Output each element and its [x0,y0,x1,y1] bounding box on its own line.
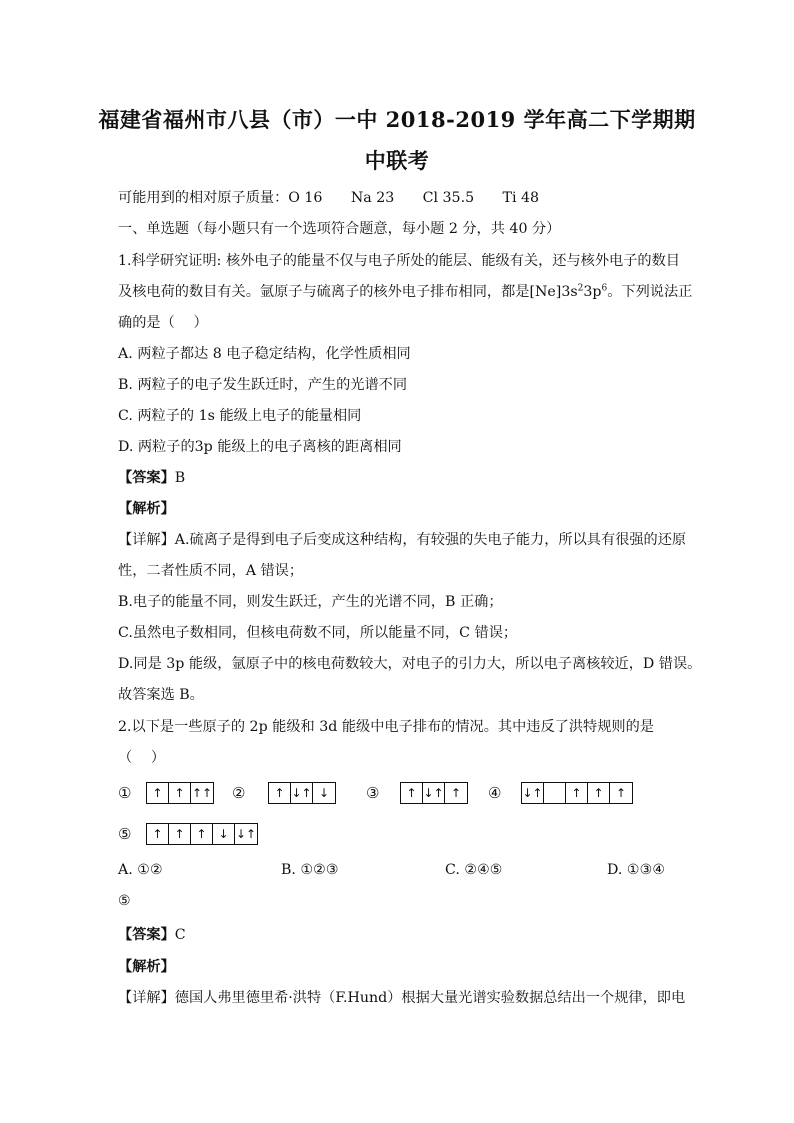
q1-detail-line4: C.虽然电子数相同，但核电荷数不同，所以能量不同，C 错误； [118,625,518,641]
q1-detail-line2: 性，二者性质不同，A 错误； [118,563,304,579]
answer-value: B [174,470,186,486]
orbital-cell: ↑ [615,786,627,800]
atomic-masses: 可能用到的相对原子质量：O 16 Na 23 Cl 35.5 Ti 48 [118,190,540,206]
q1-option-b: B. 两粒子的电子发生跃迁时，产生的光谱不同 [118,377,408,393]
diagram-4-orbital-box [521,782,633,804]
q2-analysis-label: 【解析】 [118,959,175,975]
q2-stem-line2: （ ） [118,750,166,766]
q2-answer [118,924,678,944]
q1-stem-line3: 确的是（ ） [118,315,208,331]
orbital-cell: ↑↑ [191,786,213,800]
diagram-5-orbital-box [146,823,258,845]
q1-option-a: A. 两粒子都达 8 电子稳定结构，化学性质相同 [118,346,411,362]
diagram-5-label: ⑤ [118,825,132,843]
q1-detail-line5: D.同是 3p 能级，氩原子中的核电荷数较大，对电子的引力大，所以电子离核较近，D 错误。 [118,656,702,672]
orbital-cell: ↑ [191,824,213,844]
q2-stem-line1: 2.以下是一些原子的 2p 能级和 3d 能级中电子排布的情况。其中违反了洪特规则的是 [118,719,654,735]
q1-answer [118,467,678,487]
q1-analysis-label: 【解析】 [118,501,175,517]
diagram-3-label: ③ [366,784,380,802]
orbital-cell [544,783,566,803]
q1-stem-text: 及核电荷的数目有关。氩原子与硫离子的核外电子排布相同，都是[Ne]3s [118,284,578,300]
orbital-cell: ↑ [147,824,169,844]
orbital-cell: ↓ [213,824,235,844]
orbital-diagrams-row2 [118,823,678,847]
orbital-cell: ↑ [169,783,191,803]
orbital-cell: ↓ [318,786,330,800]
orbital-cell: ↓↑ [235,827,257,841]
orbital-diagrams-row1 [118,782,678,806]
orbital-cell: ↑ [169,824,191,844]
q2-option-b: B. ①②③ [281,862,339,878]
orbital-cell: ↑ [450,786,462,800]
orbital-cell: ↓↑ [291,783,313,803]
answer-label: 【答案】 [118,927,175,943]
q1-detail-line3: B.电子的能量不同，则发生跃迁，产生的光谱不同，B 正确； [118,594,503,610]
section-heading: 一、单选题（每小题只有一个选项符合题意，每小题 2 分，共 40 分） [118,221,561,237]
q1-stem-line1: 1.科学研究证明: 核外电子的能量不仅与电子所处的能层、能级有关，还与核外电子的数目 [118,253,680,269]
orbital-cell: ↑ [147,783,169,803]
q1-option-d: D. 两粒子的3p 能级上的电子离核的距离相同 [118,439,402,455]
q1-stem-3p: 3p [583,284,602,300]
diagram-4-label: ④ [488,784,502,802]
q2-option-d: D. ①③④ [607,862,666,878]
answer-value: C [174,927,186,943]
q1-stem-text-end: 。下列说法正 [607,284,693,300]
q2-option-d-continued: ⑤ [118,893,131,909]
q1-stem-line2 [118,281,693,301]
answer-label: 【答案】 [118,470,175,486]
orbital-cell: ↓↑ [423,783,445,803]
diagram-1-orbital-box [146,782,214,804]
q2-detail-line1: 【详解】德国人弗里德里希·洪特（F.Hund）根据大量光谱实验数据总结出一个规律，即电 [118,990,686,1006]
q2-option-c: C. ②④⑤ [445,862,503,878]
diagram-3-orbital-box [400,782,468,804]
orbital-cell: ↑ [401,783,423,803]
q1-sup-2: 2 [577,283,584,294]
q1-detail-line1: 【详解】A.硫离子是得到电子后变成这种结构，有较强的失电子能力，所以具有很强的还原 [118,532,687,548]
q2-option-a: A. ①② [118,862,163,878]
diagram-2-orbital-box [268,782,336,804]
q1-option-c: C. 两粒子的 1s 能级上电子的能量相同 [118,408,362,424]
orbital-cell: ↑ [588,783,610,803]
page-title-line1: 福建省福州市八县（市）一中 2018-2019 学年高二下学期期 [98,107,696,132]
page-title-line2: 中联考 [364,148,430,173]
diagram-1-label: ① [118,784,132,802]
diagram-2-label: ② [232,784,246,802]
orbital-cell: ↑ [269,783,291,803]
q1-detail-line6: 故答案选 B。 [118,687,204,703]
orbital-cell: ↓↑ [522,783,544,803]
orbital-cell: ↑ [566,783,588,803]
q1-sup-6: 6 [601,283,608,294]
